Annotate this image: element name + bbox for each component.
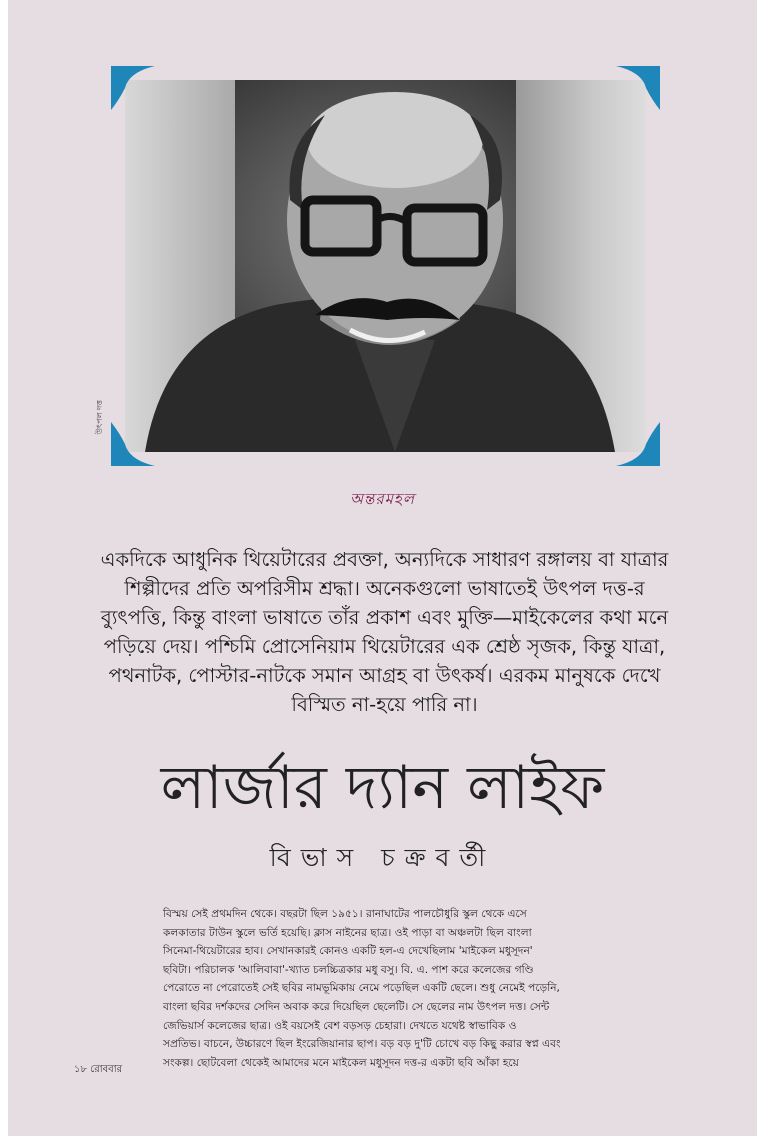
- intro-line: একদিকে আধুনিক থিয়েটারের প্রবক্তা, অন্যদিকে সাধারণ রঙ্গালয় বা যাত্রার: [100, 548, 669, 571]
- intro-line: শিল্পীদের প্রতি অপরিসীম শ্রদ্ধা। অনেকগুলো ভাষাতেই উৎপল দত্ত-র: [124, 577, 645, 600]
- portrait-photo-frame: [111, 66, 660, 466]
- body-line: সপ্রতিভ। বাচনে, উচ্চারণে ছিল ইংরেজিয়ানার ছাপ। বড় বড় দু'টি চোখে বড় কিছু করার স্বপ্ন এবং: [163, 1038, 561, 1051]
- intro-line: বিস্মিত না-হয়ে পারি না।: [291, 693, 478, 716]
- body-line: জেভিয়ার্স কলেজের ছাত্র। ওই বয়সেই বেশ বড়সড় চেহারা। দেখতে যথেষ্ট স্বাভাবিক ও: [163, 1019, 517, 1032]
- intro-line: পথনাটক, পোস্টার-নাটকে সমান আগ্রহ বা উৎকর্ষ। এরকম মানুষকে দেখে: [108, 664, 661, 687]
- intro-line: ব্যুৎপত্তি, কিন্তু বাংলা ভাষাতে তাঁর প্রকাশ এবং মুক্তি—মাইকেলের কথা মনে: [100, 606, 669, 629]
- body-line: সংকল্প। ছোটবেলা থেকেই আমাদের মনে মাইকেল মধুসূদন দত্ত-র একটা ছবি আঁকা হয়ে: [163, 1056, 519, 1069]
- photo-credit: উৎপল দত্ত: [95, 400, 104, 435]
- portrait-figure: [125, 80, 646, 452]
- section-tag: অন্তরমহল: [350, 490, 415, 508]
- article-author: বিভাস চক্রবর্তী: [269, 843, 496, 872]
- portrait-photo: [125, 80, 646, 452]
- photo-corner-icon: [111, 422, 155, 466]
- photo-corner-icon: [616, 66, 660, 110]
- body-line: ছবিটা। পরিচালক 'আলিবাবা'-খ্যাত চলচ্চিত্রকার মধু বসু। বি. এ. পাশ করে কলেজের গণ্ডি: [163, 963, 534, 976]
- body-line: কলকাতার টাউন স্কুলে ভর্তি হয়েছি। ক্লাস নাইনের ছাত্র। ওই পাড়া বা অঞ্চলটা ছিল বাংলা: [163, 926, 532, 939]
- page-footer: ১৮ রোববার: [74, 1064, 123, 1075]
- intro-line: পড়িয়ে দেয়। পশ্চিমি প্রোসেনিয়াম থিয়েটারের এক শ্রেষ্ঠ সৃজক, কিন্তু যাত্রা,: [103, 635, 666, 658]
- intro-paragraph: [82, 545, 687, 719]
- article-title: লার্জার দ্যান লাইফ: [160, 753, 605, 823]
- body-line: বাংলা ছবির দর্শকদের সেদিন অবাক করে দিয়েছিল ছেলেটি। সে ছেলের নাম উৎপল দত্ত। সেন্ট: [163, 1000, 550, 1013]
- body-line: সিনেমা-থিয়েটারের হাব। সেখানকারই কোনও একটি হল-এ দেখেছিলাম 'মাইকেল মধুসূদন': [163, 945, 533, 958]
- body-line: বিস্ময় সেই প্রথমদিন থেকে। বছরটা ছিল ১৯৫১। রানাঘাটের পালচৌধুরি স্কুল থেকে এসে: [163, 908, 527, 920]
- magazine-page: [8, 0, 757, 1136]
- photo-corner-icon: [616, 422, 660, 466]
- body-line: পেরোতে না পেরোতেই সেই ছবির নামভূমিকায় নেমে পড়েছিল একটি ছেলে। শুধু নেমেই পড়েনি,: [163, 982, 560, 995]
- photo-corner-icon: [111, 66, 155, 110]
- article-body: [163, 905, 613, 1072]
